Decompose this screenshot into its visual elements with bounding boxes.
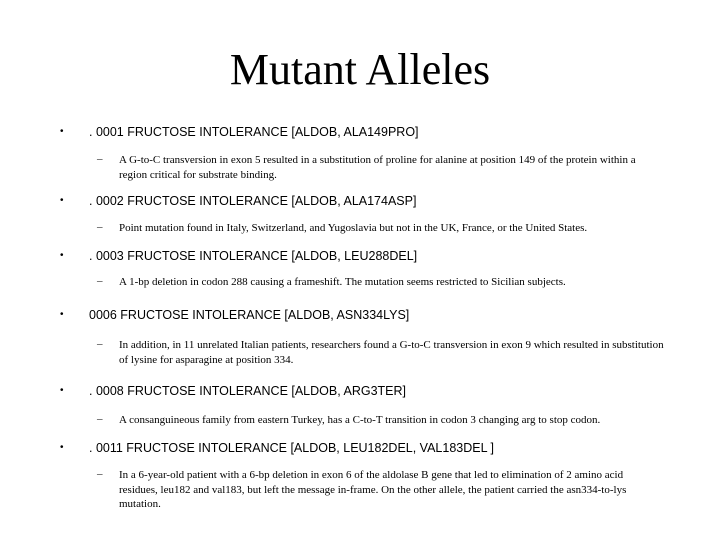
bullet-icon: • xyxy=(60,442,64,453)
allele-heading: . 0008 FRUCTOSE INTOLERANCE [ALDOB, ARG3TER] xyxy=(89,384,406,398)
dash-icon: – xyxy=(97,468,103,480)
bullet-icon: • xyxy=(60,385,64,396)
allele-heading: 0006 FRUCTOSE INTOLERANCE [ALDOB, ASN334LYS] xyxy=(89,308,410,322)
dash-icon: – xyxy=(97,413,103,425)
allele-heading: . 0002 FRUCTOSE INTOLERANCE [ALDOB, ALA174ASP] xyxy=(89,194,417,208)
dash-icon: – xyxy=(97,338,103,350)
dash-icon: – xyxy=(97,275,103,287)
allele-detail: In a 6-year-old patient with a 6-bp deletion in exon 6 of the aldolase B gene that led to elimination of 2 amino acid residues, leu182 and val183, but left the message in-frame. On the other allele, the patient carried the asn334-to-lys mutation. xyxy=(119,469,627,510)
allele-heading: . 0001 FRUCTOSE INTOLERANCE [ALDOB, ALA149PRO] xyxy=(89,125,419,139)
dash-icon: – xyxy=(97,153,103,165)
allele-detail: A consanguineous family from eastern Turkey, has a C-to-T transition in codon 3 changing arg to stop codon. xyxy=(119,414,601,426)
dash-icon: – xyxy=(97,221,103,233)
slide-title: Mutant Alleles xyxy=(229,45,491,94)
allele-heading: . 0011 FRUCTOSE INTOLERANCE [ALDOB, LEU182DEL, VAL183DEL ] xyxy=(89,441,495,455)
bullet-icon: • xyxy=(60,126,64,137)
allele-detail: A G-to-C transversion in exon 5 resulted in a substitution of proline for alanine at position 149 of the protein within a region critical for substrate binding. xyxy=(119,154,636,181)
allele-detail: A 1-bp deletion in codon 288 causing a frameshift. The mutation seems restricted to Sicilian subjects. xyxy=(119,276,566,288)
allele-heading: . 0003 FRUCTOSE INTOLERANCE [ALDOB, LEU288DEL] xyxy=(89,249,418,263)
allele-detail: In addition, in 11 unrelated Italian patients, researchers found a G-to-C transversion in exon 9 which resulted in substitution of lysine for asparagine at position 334. xyxy=(119,339,664,366)
bullet-icon: • xyxy=(60,195,64,206)
bullet-icon: • xyxy=(60,309,64,320)
allele-detail: Point mutation found in Italy, Switzerland, and Yugoslavia but not in the UK, France, or the United States. xyxy=(119,222,588,234)
bullet-icon: • xyxy=(60,250,64,261)
